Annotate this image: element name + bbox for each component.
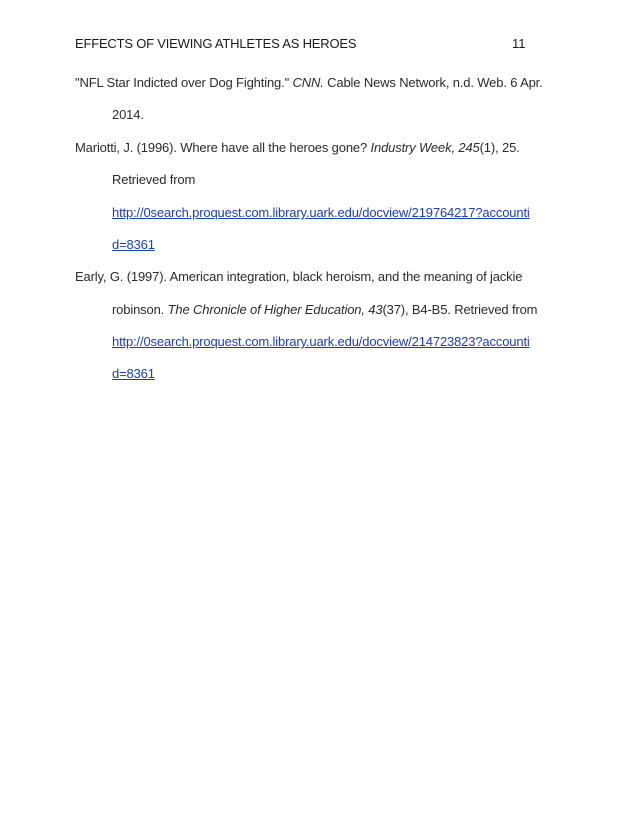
reference-2-line-1 (75, 140, 520, 155)
reference-2-url-line-2[interactable] (112, 237, 155, 252)
reference-1-source: CNN. (292, 75, 324, 90)
running-head: EFFECTS OF VIEWING ATHLETES AS HEROES (75, 36, 357, 51)
reference-2-line-2: Retrieved from (112, 172, 196, 187)
reference-3-link-continued[interactable]: d=8361 (112, 366, 155, 381)
page-number: 11 (512, 36, 526, 51)
reference-2-link[interactable]: http://0search.proquest.com.library.uark.edu/docview/219764217?accounti (112, 205, 530, 220)
reference-3-details: (37), B4-B5. Retrieved from (382, 302, 538, 317)
reference-2-journal: Industry Week, 245 (370, 140, 480, 155)
reference-2-link-continued[interactable]: d=8361 (112, 237, 155, 252)
reference-3-link[interactable]: http://0search.proquest.com.library.uark.edu/docview/214723823?accounti (112, 334, 530, 349)
reference-3-url-line-2[interactable] (112, 366, 155, 381)
reference-3-url-line-1[interactable] (112, 334, 530, 349)
reference-3-line-1: Early, G. (1997). American integration, black heroism, and the meaning of jackie (75, 269, 523, 284)
reference-2-text: Mariotti, J. (1996). Where have all the heroes gone? (75, 140, 371, 155)
reference-1-line-1 (75, 75, 543, 90)
reference-3-line-2 (112, 302, 537, 317)
reference-1-text: "NFL Star Indicted over Dog Fighting." (75, 75, 293, 90)
reference-2-details: (1), 25. (479, 140, 520, 155)
reference-2-url-line-1[interactable] (112, 205, 530, 220)
reference-1-details: Cable News Network, n.d. Web. 6 Apr. (323, 75, 543, 90)
reference-3-journal: The Chronicle of Higher Education, 43 (167, 302, 383, 317)
reference-1-line-2: 2014. (112, 107, 144, 122)
reference-3-text: robinson. (112, 302, 168, 317)
